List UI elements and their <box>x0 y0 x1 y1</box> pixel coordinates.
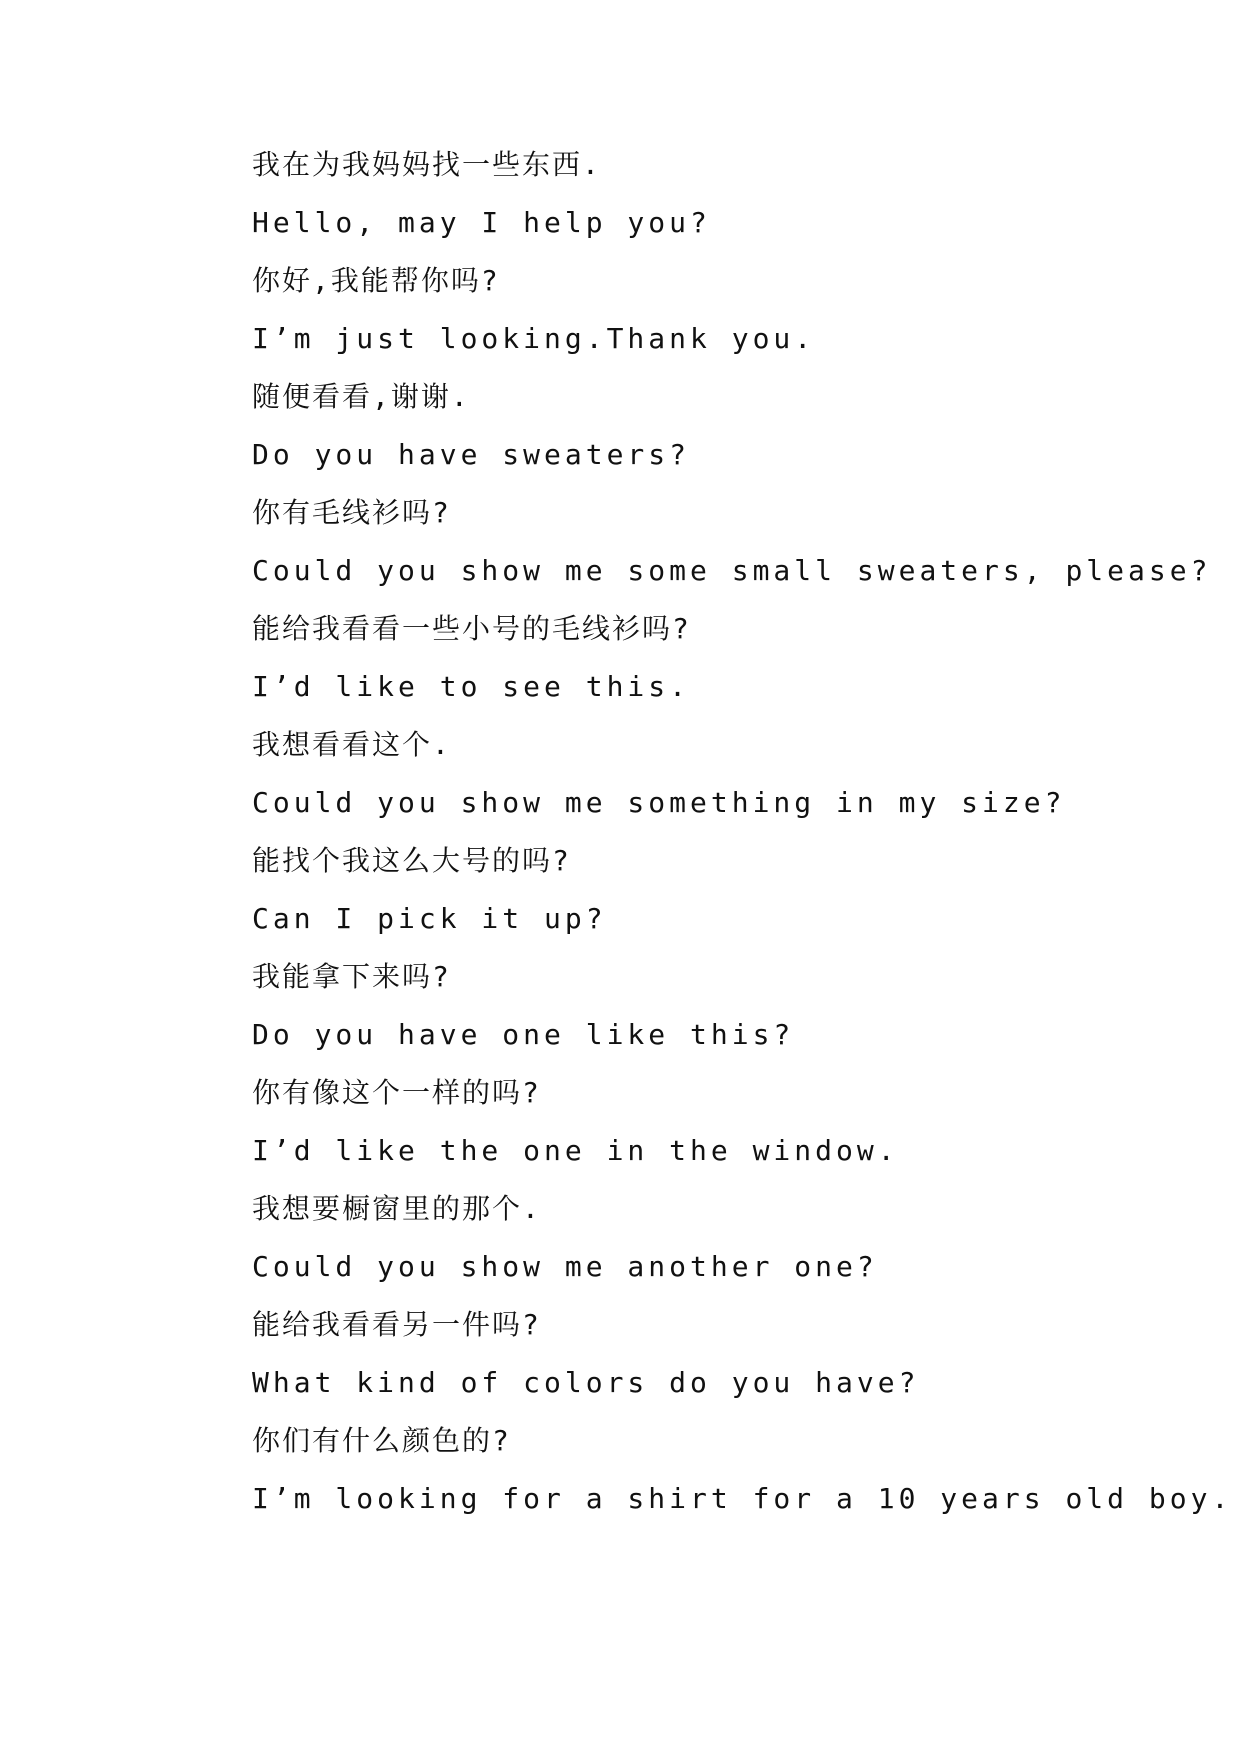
chinese-phrase-line: 我想看看这个. <box>252 728 451 761</box>
chinese-phrase-line: 我想要橱窗里的那个. <box>252 1192 541 1225</box>
chinese-phrase-line: 我在为我妈妈找一些东西. <box>252 148 601 181</box>
chinese-phrase-line: 我能拿下来吗? <box>252 960 451 993</box>
english-phrase-line: Could you show me something in my size? <box>252 786 1066 819</box>
english-phrase-line: Can I pick it up? <box>252 902 607 935</box>
english-phrase-line: I’m just looking.Thank you. <box>252 322 816 355</box>
english-phrase-line: Could you show me another one? <box>252 1250 878 1283</box>
chinese-phrase-line: 你有毛线衫吗? <box>252 496 451 529</box>
english-phrase-line: I’m looking for a shirt for a 10 years old boy. <box>252 1482 1233 1515</box>
chinese-phrase-line: 能给我看看一些小号的毛线衫吗? <box>252 612 691 645</box>
english-phrase-line: Do you have sweaters? <box>252 438 691 471</box>
chinese-phrase-line: 能给我看看另一件吗? <box>252 1308 541 1341</box>
chinese-phrase-line: 你们有什么颜色的? <box>252 1424 511 1457</box>
english-phrase-line: I’d like to see this. <box>252 670 691 703</box>
chinese-phrase-line: 随便看看,谢谢. <box>252 380 470 413</box>
chinese-phrase-line: 你好,我能帮你吗? <box>252 264 500 297</box>
chinese-phrase-line: 你有像这个一样的吗? <box>252 1076 541 1109</box>
english-phrase-line: Could you show me some small sweaters, please? <box>252 554 1212 587</box>
english-phrase-line: I’d like the one in the window. <box>252 1134 899 1167</box>
chinese-phrase-line: 能找个我这么大号的吗? <box>252 844 571 877</box>
english-phrase-line: What kind of colors do you have? <box>252 1366 920 1399</box>
english-phrase-line: Do you have one like this? <box>252 1018 795 1051</box>
english-phrase-line: Hello, may I help you? <box>252 206 711 239</box>
